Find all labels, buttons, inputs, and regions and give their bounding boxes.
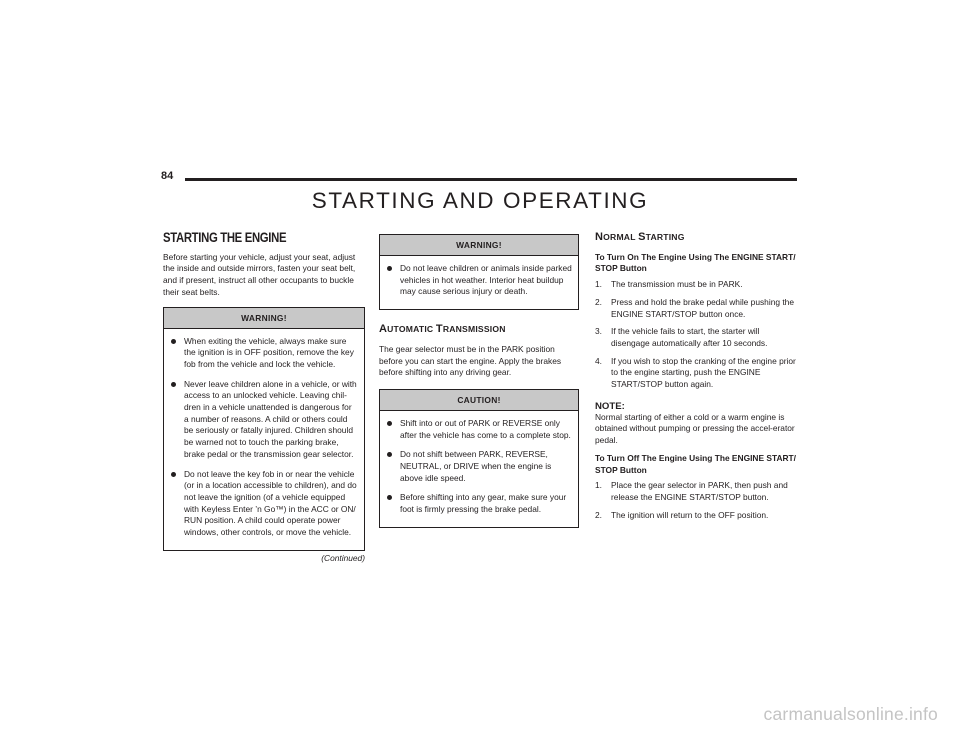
- transmission-paragraph: The gear selector must be in the PARK position before you can start the engine. Apply the brakes before shifting into any driving gear.: [379, 343, 562, 378]
- step-item: 1. The transmission must be in PARK.: [595, 279, 743, 290]
- caution-item: Shift into or out of PARK or REVERSE only after the vehicle has come to a complete stop.: [386, 418, 572, 441]
- caution-box: [379, 389, 579, 528]
- watermark: carmanualsonline.info: [763, 704, 938, 724]
- step-item: 3. If the vehicle fails to start, the starter will disengage automatically after 10 seconds.: [595, 326, 768, 348]
- column-1: [163, 232, 365, 564]
- warning-box-2: [379, 234, 579, 310]
- continued-label: (Continued): [321, 552, 365, 563]
- note-text: Normal starting of either a cold or a warm engine is obtained without pumping or pressing the accel-erator pedal.: [595, 411, 795, 446]
- subheading-automatic-transmission: AUTOMATIC TRANSMISSION: [379, 323, 506, 336]
- turn-on-steps: [595, 279, 797, 391]
- subheading-normal-starting: NORMAL STARTING: [595, 231, 685, 243]
- warning-item: Do not leave children or animals inside parked vehicles in hot weather. Interior heat buildup may cause serious injury or death.: [386, 263, 572, 298]
- turn-on-label: To Turn On The Engine Using The ENGINE START/ STOP Button: [595, 251, 796, 274]
- step-item: 1. Place the gear selector in PARK, then push and release the ENGINE START/STOP button.: [595, 480, 788, 502]
- warning-list: [380, 256, 578, 309]
- warning-box-1: [163, 307, 365, 551]
- step-item: 2. The ignition will return to the OFF position.: [595, 509, 769, 520]
- header-rule: [185, 178, 797, 181]
- caution-item: Do not shift between PARK, REVERSE, NEUTRAL, or DRIVE when the engine is above idle speed.: [386, 449, 572, 484]
- warning-list: [164, 329, 364, 550]
- intro-paragraph: Before starting your vehicle, adjust your seat, adjust the inside and outside mirrors, fasten your seat belt, and if present, instruct all other occupants to buckle their seat belts.: [163, 251, 356, 297]
- section-heading-starting-engine: STARTING THE ENGINE: [163, 230, 287, 245]
- warning-box-header: WARNING!: [164, 308, 364, 329]
- warning-item: Never leave children alone in a vehicle, or with access to an unlocked vehicle. Leaving chil-dren in a vehicle unattended is dangerous for a number of reasons. A child or others could be seriously or fatally injured. Children should be warned not to touch the parking brake, brake pedal or the transmission gear selector.: [170, 379, 358, 461]
- chapter-title: STARTING AND OPERATING: [311, 188, 649, 213]
- warning-item: Do not leave the key fob in or near the vehicle (or in a location accessible to children), and do not leave the ignition (of a vehicle equipped with Keyless Enter ’n Go™) in the ACC or ON/ RUN position. A child could operate power windows, other controls, or move the vehicle.: [170, 469, 358, 539]
- column-3: [595, 232, 797, 527]
- warning-box-header: WARNING!: [380, 235, 578, 256]
- step-item: 4. If you wish to stop the cranking of the engine prior to the engine starting, push the ENGINE START/STOP button again.: [595, 355, 796, 390]
- turn-off-steps: [595, 480, 797, 521]
- page-number: 84: [161, 170, 174, 182]
- caution-item: Before shifting into any gear, make sure your foot is firmly pressing the brake pedal.: [386, 492, 572, 515]
- column-2: [379, 234, 579, 528]
- caution-box-header: CAUTION!: [380, 390, 578, 411]
- step-item: 2. Press and hold the brake pedal while pushing the ENGINE START/STOP button once.: [595, 296, 794, 319]
- note-label: NOTE:: [595, 400, 625, 412]
- turn-off-label: To Turn Off The Engine Using The ENGINE START/ STOP Button: [595, 452, 796, 475]
- warning-item: When exiting the vehicle, always make sure the ignition is in OFF position, remove the key fob from the vehicle and lock the vehicle.: [170, 336, 358, 371]
- caution-list: [380, 411, 578, 527]
